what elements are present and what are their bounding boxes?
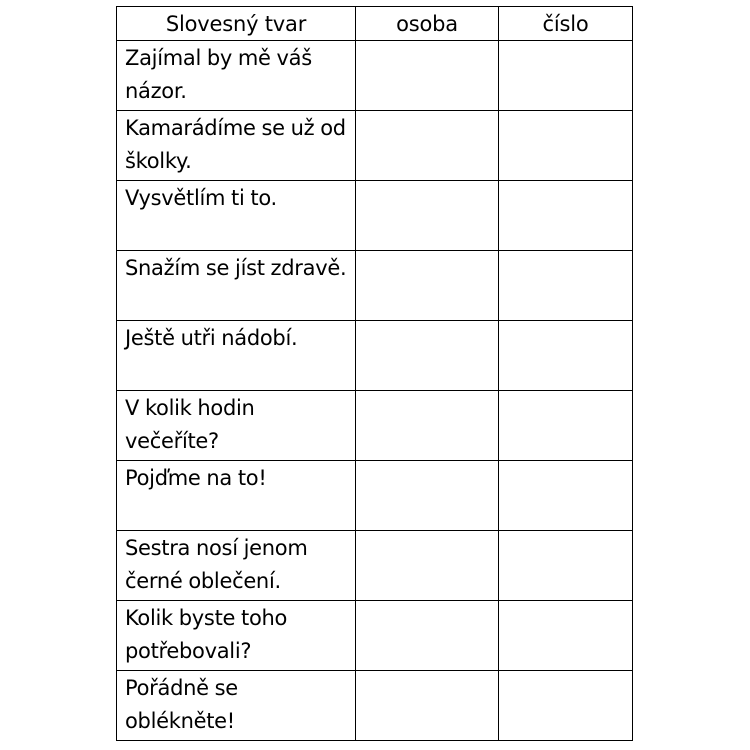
- number-answer-cell[interactable]: [499, 461, 633, 531]
- number-answer-cell[interactable]: [499, 41, 633, 111]
- number-answer-cell[interactable]: [499, 531, 633, 601]
- header-row: [117, 7, 633, 41]
- table-row: [117, 181, 633, 251]
- verb-form-table: [116, 6, 633, 741]
- person-answer-cell[interactable]: [356, 181, 499, 251]
- person-answer-cell[interactable]: [356, 251, 499, 321]
- header-verb-form: Slovesný tvar: [117, 7, 356, 41]
- table-row: [117, 41, 633, 111]
- sentence-cell: Vysvětlím ti to.: [117, 181, 356, 251]
- table-row: [117, 111, 633, 181]
- table-row: [117, 321, 633, 391]
- table-row: [117, 671, 633, 741]
- person-answer-cell[interactable]: [356, 321, 499, 391]
- table-row: [117, 391, 633, 461]
- sentence-cell: Ještě utři nádobí.: [117, 321, 356, 391]
- sentence-cell: Snažím se jíst zdravě.: [117, 251, 356, 321]
- person-answer-cell[interactable]: [356, 41, 499, 111]
- sentence-cell: Zajímal by mě váš názor.: [117, 41, 356, 111]
- person-answer-cell[interactable]: [356, 601, 499, 671]
- number-answer-cell[interactable]: [499, 251, 633, 321]
- person-answer-cell[interactable]: [356, 531, 499, 601]
- table-row: [117, 531, 633, 601]
- table-row: [117, 461, 633, 531]
- person-answer-cell[interactable]: [356, 461, 499, 531]
- sentence-cell: Kamarádíme se už od školky.: [117, 111, 356, 181]
- number-answer-cell[interactable]: [499, 321, 633, 391]
- table-row: [117, 601, 633, 671]
- sentence-cell: Sestra nosí jenom černé oblečení.: [117, 531, 356, 601]
- number-answer-cell[interactable]: [499, 181, 633, 251]
- person-answer-cell[interactable]: [356, 111, 499, 181]
- sentence-cell: V kolik hodin večeříte?: [117, 391, 356, 461]
- number-answer-cell[interactable]: [499, 111, 633, 181]
- person-answer-cell[interactable]: [356, 671, 499, 741]
- number-answer-cell[interactable]: [499, 671, 633, 741]
- header-number: číslo: [499, 7, 633, 41]
- header-person: osoba: [356, 7, 499, 41]
- person-answer-cell[interactable]: [356, 391, 499, 461]
- number-answer-cell[interactable]: [499, 601, 633, 671]
- number-answer-cell[interactable]: [499, 391, 633, 461]
- sentence-cell: Kolik byste toho potřebovali?: [117, 601, 356, 671]
- sentence-cell: Pořádně se oblékněte!: [117, 671, 356, 741]
- sentence-cell: Pojďme na to!: [117, 461, 356, 531]
- table-row: [117, 251, 633, 321]
